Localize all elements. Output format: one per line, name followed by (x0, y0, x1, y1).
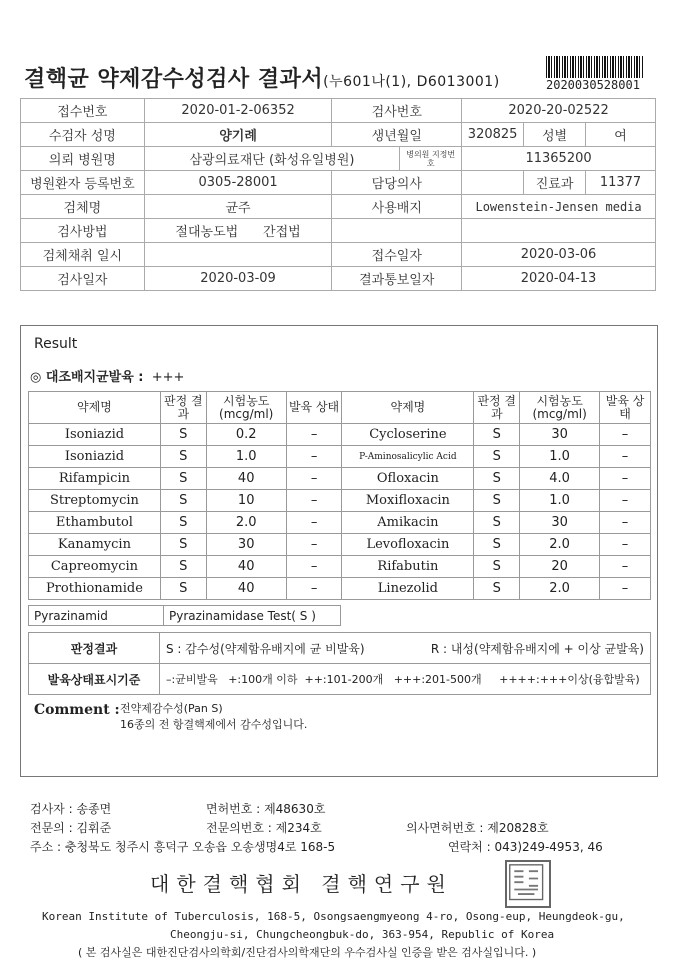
drug-judge: S (160, 490, 206, 512)
specimen-label: 검체명 (21, 195, 145, 219)
report-title (24, 62, 500, 93)
doctor-license-no: 제20828호 (487, 821, 549, 835)
drug-conc: 40 (206, 578, 286, 600)
hospital-code-label: 병의원 지정번호 (400, 147, 462, 171)
col-drug: 약제명 (29, 392, 161, 424)
doctor-license-label: 의사면허번호 : (406, 821, 484, 835)
drug-judge: S (160, 468, 206, 490)
drug-judge: S (474, 490, 520, 512)
drug-conc: 0.2 (206, 424, 286, 446)
drug-judge: S (160, 556, 206, 578)
hospital-code: 11365200 (462, 147, 656, 171)
drug-conc: 4.0 (520, 468, 600, 490)
drug-conc: 30 (520, 424, 600, 446)
hospital-label: 의뢰 병원명 (21, 147, 145, 171)
col-judge: 판정 결과 (160, 392, 206, 424)
table-row (29, 556, 651, 578)
drug-results-table (28, 391, 651, 600)
drug-growth: – (286, 446, 342, 468)
drug-growth: – (286, 490, 342, 512)
license-label: 면허번호 : (206, 802, 261, 816)
drug-drug: Kanamycin (29, 534, 161, 556)
drug-drug: P-Aminosalicylic Acid (342, 446, 474, 468)
drug-drug: Linezolid (342, 578, 474, 600)
method (144, 219, 332, 243)
comment-line-2: 16종의 전 항결핵제에서 감수성입니다. (120, 718, 308, 731)
address-label: 주소 : (30, 840, 62, 854)
barcode (546, 56, 644, 78)
legend-table (28, 632, 651, 695)
dob: 320825 (462, 123, 524, 147)
drug-conc: 40 (206, 468, 286, 490)
doctor (462, 171, 524, 195)
drug-conc: 40 (206, 556, 286, 578)
drug-growth: – (600, 512, 651, 534)
specialist-no-label: 전문의번호 : (206, 821, 272, 835)
drug-judge: S (474, 534, 520, 556)
hospital: 삼광의료재단 (화성유일병원) (144, 147, 400, 171)
drug-drug: Streptomycin (29, 490, 161, 512)
col-conc: 시험농도 (mcg/ml) (206, 392, 286, 424)
drug-judge: S (474, 424, 520, 446)
table-row (29, 534, 651, 556)
official-seal (505, 860, 551, 908)
drug-drug: Levofloxacin (342, 534, 474, 556)
examiner-name: 송종면 (76, 802, 112, 816)
drug-growth: – (600, 534, 651, 556)
drug-drug: Isoniazid (29, 446, 161, 468)
method-label: 검사방법 (21, 219, 145, 243)
report-date-label: 결과통보일자 (332, 267, 462, 291)
doctor-license (406, 819, 549, 836)
drug-judge: S (160, 578, 206, 600)
drug-judge: S (160, 512, 206, 534)
english-address-1: Korean Institute of Tuberculosis, 168-5, Osongsaengmyeong 4-ro, Osong-eup, Heungdeok-gu, (42, 910, 625, 923)
collect (144, 243, 332, 267)
drug-conc: 10 (206, 490, 286, 512)
dept: 11377 (586, 171, 656, 195)
test-date-label: 검사일자 (21, 267, 145, 291)
drug-growth: – (600, 578, 651, 600)
comment-label: Comment : (34, 702, 120, 718)
examiner-label: 검사자 : (30, 802, 73, 816)
specialist-number (206, 819, 322, 836)
control-label: ◎ 대조배지균발육 : (30, 370, 144, 385)
drug-judge: S (474, 468, 520, 490)
table-row (29, 424, 651, 446)
drug-growth: – (600, 468, 651, 490)
table-row (29, 512, 651, 534)
drug-growth: – (286, 512, 342, 534)
reception-no-label: 접수번호 (21, 99, 145, 123)
drug-drug: Rifabutin (342, 556, 474, 578)
specialist-no: 제234호 (275, 821, 322, 835)
pza-value: Pyrazinamidase Test( S ) (164, 606, 341, 626)
patient-name-label: 수검자 성명 (21, 123, 145, 147)
specialist (30, 819, 111, 836)
reg-no: 0305-28001 (144, 171, 332, 195)
drug-drug: Rifampicin (29, 468, 161, 490)
english-address-2: Cheongju-si, Chungcheongbuk-do, 363-954, Republic of Korea (170, 928, 555, 941)
growth-legend-label: 발육상태표시기준 (29, 664, 160, 695)
comment-line-1: 전약제감수성(Pan S) (120, 702, 223, 715)
test-no: 2020-20-02522 (462, 99, 656, 123)
drug-growth: – (600, 446, 651, 468)
medium: Lowenstein-Jensen media (462, 195, 656, 219)
sex: 여 (586, 123, 656, 147)
drug-growth: – (286, 468, 342, 490)
doctor-label: 담당의사 (332, 171, 462, 195)
pyrazinamide-row (28, 605, 341, 626)
patient-name: 양기례 (144, 123, 332, 147)
drug-growth: – (600, 424, 651, 446)
drug-drug: Prothionamide (29, 578, 161, 600)
drug-conc: 2.0 (520, 578, 600, 600)
drug-conc: 2.0 (520, 534, 600, 556)
drug-conc: 2.0 (206, 512, 286, 534)
drug-judge: S (160, 534, 206, 556)
report-date: 2020-04-13 (462, 267, 656, 291)
col-drug: 약제명 (342, 392, 474, 424)
drug-drug: Isoniazid (29, 424, 161, 446)
drug-growth: – (286, 578, 342, 600)
table-row (29, 468, 651, 490)
barcode-number: 2020030528001 (546, 78, 640, 92)
drug-judge: S (474, 446, 520, 468)
address-value: 충청북도 청주시 흥덕구 오송읍 오송생명4로 168-5 (64, 840, 336, 854)
drug-judge: S (474, 578, 520, 600)
patient-info-table (20, 98, 656, 291)
pza-label: Pyrazinamid (29, 606, 164, 626)
judge-legend-r: R : 내성(약제함유배지에 + 이상 균발육) (430, 641, 644, 656)
contact-value: 043)249-4953, 46 (494, 840, 603, 854)
reception-no: 2020-01-2-06352 (144, 99, 332, 123)
specimen: 균주 (144, 195, 332, 219)
dob-label: 생년월일 (332, 123, 462, 147)
reg-no-label: 병원환자 등록번호 (21, 171, 145, 195)
col-growth: 발육 상태 (600, 392, 651, 424)
drug-conc: 1.0 (520, 490, 600, 512)
medium-label: 사용배지 (332, 195, 462, 219)
drug-drug: Cycloserine (342, 424, 474, 446)
specialist-name: 김휘준 (76, 821, 112, 835)
drug-drug: Amikacin (342, 512, 474, 534)
method-1: 절대농도법 (175, 225, 239, 240)
drug-judge: S (160, 446, 206, 468)
contact (448, 838, 603, 855)
title-code: (누601나(1), D6013001) (323, 74, 500, 90)
address (30, 838, 335, 855)
drug-conc: 1.0 (520, 446, 600, 468)
result-title: Result (34, 336, 78, 352)
col-conc: 시험농도 (mcg/ml) (520, 392, 600, 424)
judge-legend-label: 판정결과 (29, 633, 160, 664)
drug-growth: – (600, 556, 651, 578)
drug-judge: S (160, 424, 206, 446)
drug-conc: 30 (520, 512, 600, 534)
table-row (29, 490, 651, 512)
drug-growth: – (286, 556, 342, 578)
drug-growth: – (286, 534, 342, 556)
drug-growth: – (600, 490, 651, 512)
drug-judge: S (474, 512, 520, 534)
institute-name: 대한결핵협회 결핵연구원 (150, 872, 453, 896)
col-growth: 발육 상태 (286, 392, 342, 424)
drug-drug: Ofloxacin (342, 468, 474, 490)
license-no: 제48630호 (264, 802, 326, 816)
method-2: 간접법 (263, 225, 301, 240)
examiner (30, 800, 111, 817)
seal-icon (507, 862, 549, 906)
drug-conc: 20 (520, 556, 600, 578)
received-label: 접수일자 (332, 243, 462, 267)
judge-legend (160, 633, 651, 664)
drug-drug: Ethambutol (29, 512, 161, 534)
certification-note: ( 본 검사실은 대한진단검사의학회/진단검사의학재단의 우수검사실 인증을 받은 검사실입니다. ) (78, 946, 537, 959)
table-row (29, 578, 651, 600)
collect-label: 검체채취 일시 (21, 243, 145, 267)
control-growth (30, 366, 184, 385)
license (206, 800, 325, 817)
contact-label: 연락처 : (448, 840, 491, 854)
table-row (29, 446, 651, 468)
test-date: 2020-03-09 (144, 267, 332, 291)
control-value: +++ (151, 370, 185, 385)
drug-conc: 1.0 (206, 446, 286, 468)
drug-judge: S (474, 556, 520, 578)
drug-drug: Capreomycin (29, 556, 161, 578)
judge-legend-s: S : 감수성(약제함유배지에 균 비발육) (166, 641, 365, 656)
specialist-label: 전문의 : (30, 821, 73, 835)
dept-label: 진료과 (524, 171, 586, 195)
test-no-label: 검사번호 (332, 99, 462, 123)
drug-conc: 30 (206, 534, 286, 556)
growth-legend: –:균비발육 +:100개 이하 ++:101-200개 +++:201-500개 ++++:+++이상(융합발육) (160, 664, 651, 695)
drug-drug: Moxifloxacin (342, 490, 474, 512)
drug-growth: – (286, 424, 342, 446)
col-judge: 판정 결과 (474, 392, 520, 424)
title-text: 결핵균 약제감수성검사 결과서 (24, 67, 324, 92)
sex-label: 성별 (524, 123, 586, 147)
received: 2020-03-06 (462, 243, 656, 267)
